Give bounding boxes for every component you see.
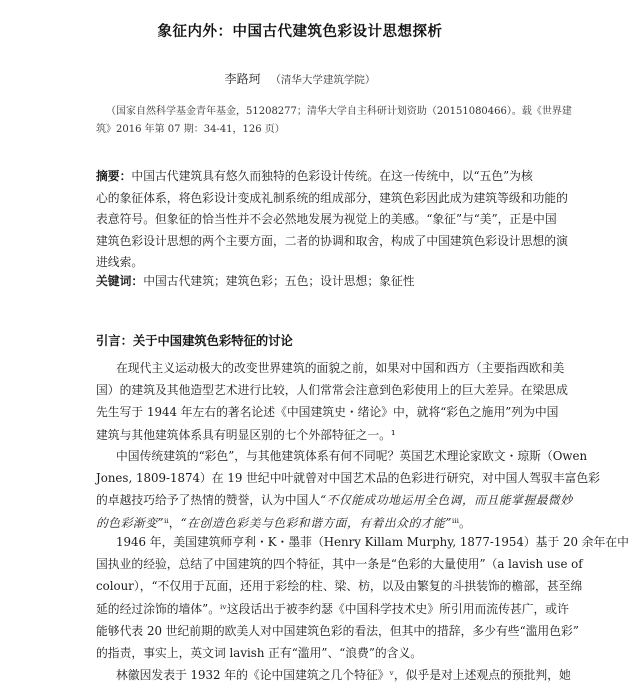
paragraph-line: 国执业的经验，总结了中国建筑的四个特征，其中一条是“色彩的大量使用”（a lavish use of (96, 557, 583, 572)
author-line (0, 70, 600, 87)
author-affiliation: （清华大学建筑学院） (270, 74, 376, 86)
paragraph-line: 中国传统建筑的“彩色”，与其他建筑体系有何不同呢？英国艺术理论家欧文・琼斯（Owen (116, 449, 588, 463)
funding-line: （国家自然科学基金青年基金，51208277；清华大学自主科研计划资助（20151080466）。载《世界建 (106, 106, 572, 117)
paragraph-line: 的指责，事实上，英文词 lavish 正有“滥用”、“浪费”的含义。 (96, 646, 423, 661)
paragraph-line: 在现代主义运动极大的改变世界建筑的面貌之前，如果对中国和西方（主要指西欧和美 (116, 361, 565, 375)
body-paragraph (96, 445, 601, 534)
abstract-line: 心的象征体系，将色彩设计变成礼制系统的组成部分，建筑色彩因此成为建筑等级和功能的 (96, 190, 568, 205)
abstract-line: 建筑色彩设计思想的两个主要方面，二者的协调和取舍，构成了中国建筑色彩设计思想的演 (96, 233, 568, 248)
funding-note (96, 103, 572, 139)
quote-text: “在创造色彩美与色彩和谐方面，有着出众的才能” (180, 515, 452, 530)
abstract-line: 摘要：中国古代建筑具有悠久而独特的色彩设计传统。在这一传统中，以“五色”为核 (96, 169, 533, 183)
paragraph-line: 的卓越技巧给予了热情的赞誉，认为中国人“不仅能成功地运用全色调，而且能掌握最微妙 (96, 493, 573, 508)
paragraph-line: 延的经过涂饰的墙体”。ⁱᵛ这段话出于被李约瑟《中国科学技术史》所引用而流传甚广，或许 (96, 601, 569, 616)
paragraph-line: 1946 年，美国建筑师亨利・K・墨菲（Henry Killam Murphy, 1877-1954）基于 20 余年在中 (116, 535, 629, 549)
paragraph-line: 的色彩渐变”ⁱⁱ，“在创造色彩美与色彩和谐方面，有着出众的才能”ⁱⁱⁱ。 (96, 515, 471, 530)
abstract-line: 进线索。 (96, 255, 144, 269)
paragraph-line: 先生写于 1944 年左右的著名论述《中国建筑史・绪论》中，就将“彩色之施用”列为中国 (96, 405, 559, 420)
quote-text: “不仅能成功地运用全色调，而且能掌握最微妙 (320, 493, 573, 508)
author-name: 李路珂 (224, 72, 261, 86)
paragraph-line: Jones, 1809-1874）在 19 世纪中叶就曾对中国艺术品的色彩进行研究，对中国人驾驭丰富色彩 (96, 471, 601, 486)
funding-line: 筑》2016 年第 07 期：34-41，126 页） (96, 124, 285, 135)
keywords-label: 关键词： (96, 274, 144, 288)
section-heading: 引言：关于中国建筑色彩特征的讨论 (96, 334, 293, 348)
body-paragraph (96, 357, 568, 446)
paragraph-line: 建筑与其他建筑体系具有明显区别的七个外部特征之一。¹ (96, 427, 396, 442)
abstract-label: 摘要： (96, 169, 132, 183)
abstract-line: 表意符号。但象征的恰当性并不会必然地发展为视觉上的美感。“象征”与“美”，正是中国 (96, 212, 557, 226)
abstract (96, 166, 568, 274)
paragraph-line: colour），“不仅用于瓦面，还用于彩绘的柱、梁、枋，以及由繁复的斗拱装饰的檐部，甚至绵 (96, 579, 583, 594)
paragraph-line: 能够代表 20 世纪前期的欧美人对中国建筑色彩的看法，但其中的措辞，多少有些“滥用色彩” (96, 623, 579, 638)
paragraph-line: 国）的建筑及其他造型艺术进行比较，人们常常会注意到色彩使用上的巨大差异。在梁思成 (96, 383, 568, 398)
body-paragraph (96, 664, 571, 686)
paper-title: 象征内外：中国古代建筑色彩设计思想探析 (157, 24, 443, 40)
keywords (96, 272, 510, 289)
quote-text: 的色彩渐变” (96, 515, 165, 530)
paragraph-line: 林徽因发表于 1932 年的《论中国建筑之几个特征》ᵛ，似乎是对上述观点的预批判，她 (116, 668, 571, 682)
keywords-text: 中国古代建筑；建筑色彩；五色；设计思想；象征性 (143, 274, 415, 288)
body-paragraph (96, 531, 629, 664)
